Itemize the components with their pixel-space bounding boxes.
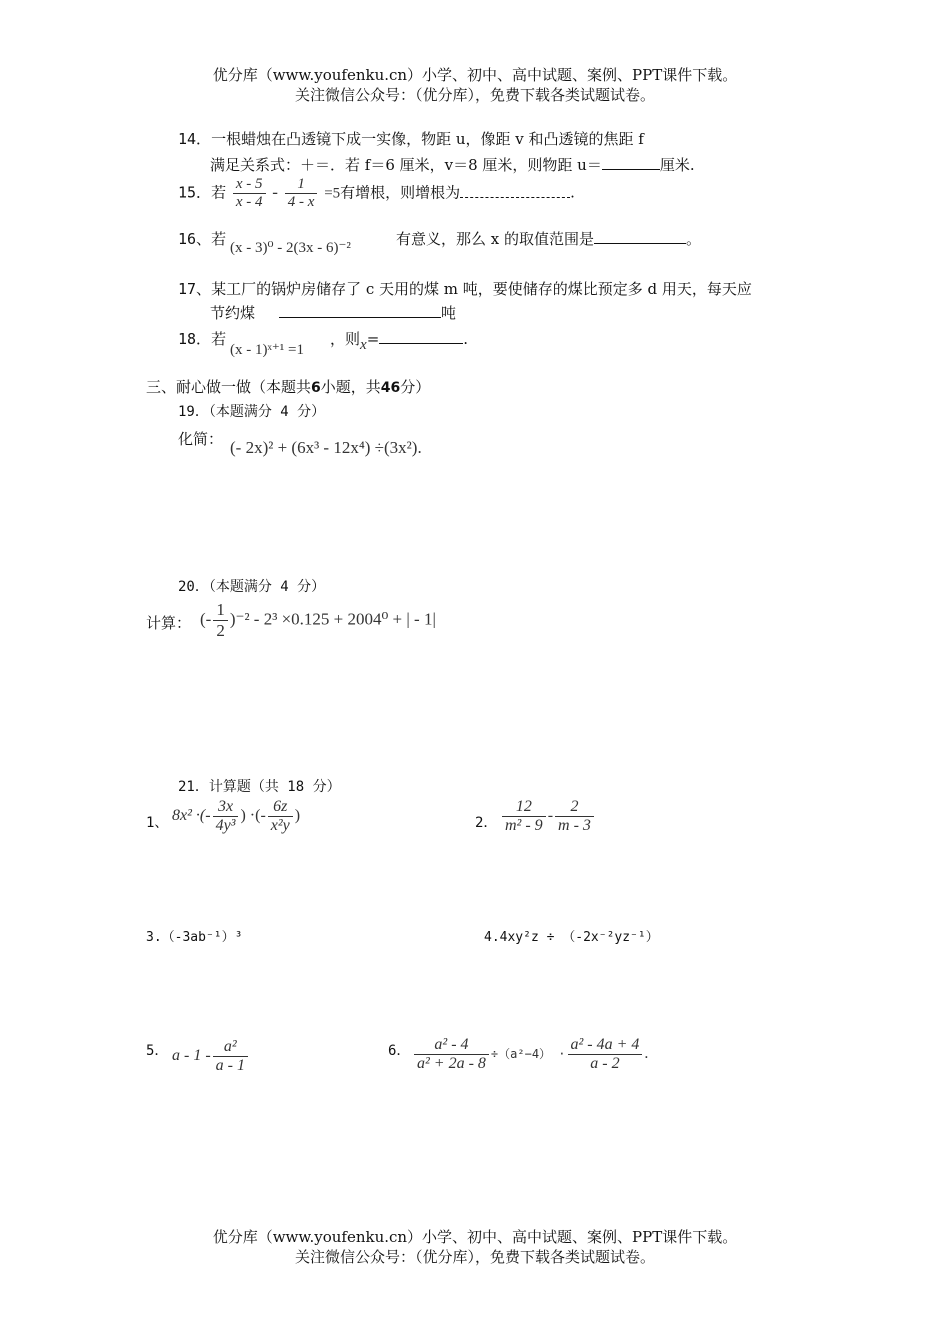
- question-21-title: 21．计算题（共 18 分）: [178, 779, 341, 795]
- answer-blank: [279, 303, 441, 318]
- problem-1-number: 1、: [146, 815, 169, 831]
- answer-blank: [460, 185, 570, 198]
- equals: =5: [324, 185, 341, 202]
- footer-line-2: 关注微信公众号：（优分库），免费下载各类试题试卷。: [294, 1248, 655, 1266]
- header-line-1: 优分库（www.youfenku.cn）小学、初中、高中试题、案例、PPT课件下载。: [212, 66, 738, 84]
- question-text: 有意义，那么 x 的取值范围是: [396, 230, 594, 248]
- question-17-line-2: [210, 302, 456, 323]
- denominator: a - 1: [213, 1056, 248, 1075]
- denominator: 2: [213, 620, 228, 641]
- expression: [200, 600, 436, 641]
- section-title-text: 小题，共: [320, 378, 381, 396]
- fraction: [213, 798, 239, 835]
- section-title: [146, 376, 430, 397]
- fraction: [233, 176, 266, 211]
- answer-blank: [379, 329, 463, 344]
- question-text: 一根蜡烛在凸透镜下成一实像，物距 u，像距 v 和凸透镜的焦距 f: [211, 130, 644, 148]
- question-16: [178, 228, 226, 249]
- denominator: 4y³: [213, 816, 239, 835]
- numerator: 1: [297, 176, 305, 192]
- question-text: 节约煤: [210, 304, 256, 322]
- header-line-2: 关注微信公众号：（优分库），免费下载各类试题试卷。: [294, 86, 655, 104]
- expression-text: ÷（a²−4） ·: [490, 1047, 566, 1062]
- problem-2-number: 2．: [475, 815, 498, 831]
- problem-4: 4.4xy²z ÷ （-2x⁻²yz⁻¹）: [484, 930, 659, 945]
- expression-text: a - 1 -: [172, 1047, 211, 1065]
- question-15: [178, 176, 575, 211]
- expression-text: ): [294, 807, 301, 825]
- question-text: 满足关系式：＋＝．若 f＝6 厘米，v＝8 厘米，则物距 u＝: [210, 156, 602, 174]
- numerator: a² - 4a + 4: [570, 1036, 640, 1053]
- equals: =: [366, 330, 380, 348]
- fraction: [568, 1036, 643, 1073]
- numerator: x - 5: [235, 176, 263, 192]
- numerator: 6z: [273, 798, 288, 815]
- total-points: 46: [380, 380, 401, 396]
- numerator: a² - 4: [434, 1036, 469, 1053]
- expression: [230, 438, 422, 458]
- question-number: 17、: [178, 280, 212, 298]
- fraction: [268, 798, 293, 835]
- numerator: 3x: [217, 798, 234, 815]
- question-20-label: 计算：: [146, 614, 192, 632]
- fraction: [414, 1036, 489, 1073]
- question-text-end: .: [570, 183, 575, 202]
- denominator: m - 3: [555, 816, 594, 835]
- problem-1-expression: [172, 798, 300, 835]
- denominator: a² + 2a - 8: [414, 1054, 489, 1073]
- question-16-text: [396, 228, 701, 249]
- numerator: 1: [216, 600, 225, 619]
- question-17: [178, 278, 752, 299]
- denominator: x²y: [268, 816, 293, 835]
- answer-blank: [602, 155, 660, 170]
- question-text: 有增根，则增根为: [340, 183, 461, 202]
- question-18-text: [330, 328, 468, 354]
- question-prefix: 若: [211, 183, 227, 202]
- answer-blank: [594, 229, 686, 244]
- expression: (x - 1)ˣ⁺¹ =1: [230, 342, 304, 358]
- question-count: 6: [311, 380, 321, 396]
- problem-3: 3.（-3ab⁻¹）³: [146, 930, 243, 945]
- minus-sign: -: [272, 182, 278, 202]
- fraction: [555, 798, 594, 835]
- question-number: 15．: [178, 183, 212, 202]
- numerator: 12: [515, 798, 532, 815]
- variable: x: [360, 337, 367, 353]
- numerator: 2: [570, 798, 579, 815]
- fraction: [213, 600, 228, 641]
- question-14: [178, 128, 644, 149]
- question-text-end: 。: [686, 230, 702, 248]
- problem-6-expression: [412, 1036, 648, 1073]
- question-text: ，则: [330, 330, 361, 348]
- question-14-line-2: [210, 154, 695, 175]
- expression: (x - 3)⁰ - 2(3x - 6)⁻²: [230, 240, 351, 256]
- denominator: a - 2: [568, 1054, 643, 1073]
- question-prefix: 若: [211, 330, 227, 348]
- expression-text: ) ·(-: [240, 807, 266, 825]
- denominator: x - 4: [233, 193, 266, 211]
- question-number: 14．: [178, 130, 212, 148]
- fraction: [213, 1038, 248, 1075]
- question-text-end: 厘米.: [659, 156, 695, 174]
- denominator: m² - 9: [502, 816, 546, 835]
- denominator: 4 - x: [285, 193, 318, 211]
- numerator: a²: [223, 1038, 237, 1055]
- minus-sign: -: [547, 807, 554, 825]
- question-text: 某工厂的锅炉房储存了 c 天用的煤 m 吨，要使储存的煤比预定多 d 用天，每天应: [211, 280, 752, 298]
- question-20-title: 20．（本题满分 4 分）: [178, 579, 326, 595]
- question-19-label: 化简：: [178, 430, 224, 448]
- period: .: [644, 1045, 649, 1063]
- section-title-text: 分）: [400, 378, 431, 396]
- question-text-end: 吨: [441, 304, 457, 322]
- question-19-title: 19．（本题满分 4 分）: [178, 404, 326, 420]
- expression-text: 8x² ·(-: [172, 807, 211, 825]
- footer-line-1: 优分库（www.youfenku.cn）小学、初中、高中试题、案例、PPT课件下载。: [212, 1228, 738, 1246]
- period: .: [417, 438, 422, 457]
- expression-text: (-: [200, 609, 212, 629]
- problem-5-number: 5．: [146, 1043, 169, 1059]
- fraction: [502, 798, 546, 835]
- question-number: 16、: [178, 230, 212, 248]
- question-text-end: .: [463, 330, 469, 348]
- question-number: 18．: [178, 330, 212, 348]
- problem-2-expression: [500, 798, 596, 835]
- question-prefix: 若: [211, 230, 227, 248]
- question-18: [178, 328, 226, 349]
- problem-6-number: 6．: [388, 1043, 411, 1059]
- expression-text: (- 2x)² + (6x³ - 12x⁴) ÷(3x²): [230, 438, 418, 457]
- section-title-text: 三、耐心做一做（本题共: [146, 378, 312, 396]
- expression-text: )⁻² - 2³ ×0.125 + 2004⁰ + | - 1|: [229, 609, 436, 629]
- problem-5-expression: [172, 1038, 250, 1075]
- fraction: [285, 176, 318, 211]
